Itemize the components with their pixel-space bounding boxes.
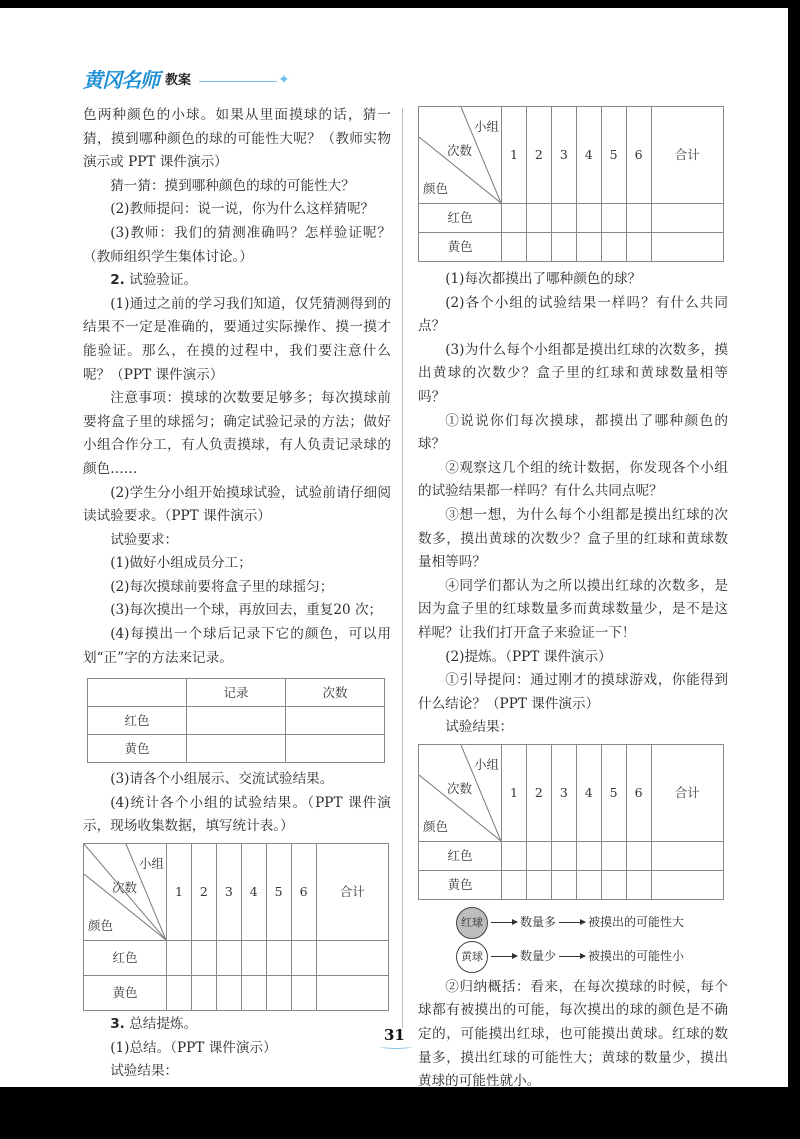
table-row bbox=[419, 233, 724, 262]
header-subtitle: 教案 bbox=[165, 73, 192, 88]
flow-quantity: 数量少 bbox=[520, 949, 557, 964]
column-header: 4 bbox=[576, 744, 601, 841]
column-header: 合计 bbox=[651, 107, 723, 204]
arrow-right-icon bbox=[559, 956, 585, 957]
page-number: 31 bbox=[384, 1026, 405, 1044]
paragraph: 猜一猜：摸到哪种颜色的球的可能性大？ bbox=[110, 177, 355, 194]
column-header: 合计 bbox=[316, 844, 388, 941]
diag-label-color: 颜色 bbox=[423, 818, 449, 834]
table-header: 记录 bbox=[187, 679, 286, 707]
arrow-right-icon bbox=[491, 956, 517, 957]
sub-question: ②观察这几个组的统计数据，你发现各个小组的试验结果都一样吗？有什么共同点呢？ bbox=[418, 459, 728, 500]
column-header: 4 bbox=[576, 107, 601, 204]
diag-label-group: 小组 bbox=[473, 756, 499, 772]
row-label: 红色 bbox=[84, 941, 167, 976]
diag-label-count: 次数 bbox=[447, 780, 473, 796]
table-cell bbox=[286, 707, 385, 735]
right-column bbox=[418, 104, 728, 1094]
row-label: 黄色 bbox=[88, 735, 187, 763]
column-header: 3 bbox=[216, 844, 241, 941]
section-heading-2 bbox=[83, 269, 391, 293]
diag-label-group: 小组 bbox=[138, 856, 164, 872]
page-number-ornament bbox=[380, 1044, 412, 1049]
column-header: 1 bbox=[502, 744, 527, 841]
sub-question: ③想一想，为什么每个小组都是摸出红球的次数多，摸出黄球的次数少？盒子里的红球和黄球数量相等吗？ bbox=[418, 506, 728, 571]
flow-row-red bbox=[456, 906, 728, 940]
paragraph: 注意事项：摸球的次数要足够多；每次摸球前要将盒子里的球摇匀；确定试验记录的方法；做好小组合作分工，有人负责摸球，有人负责记录球的颜色…… bbox=[83, 390, 391, 477]
paragraph: ①引导提问：通过刚才的摸球游戏，你能得到什么结论？（PPT 课件演示） bbox=[418, 672, 728, 712]
paragraph: (2)学生分小组开始摸球试验，试验前请仔细阅读试验要求。（PPT 课件演示） bbox=[83, 484, 391, 525]
paragraph: 试验结果： bbox=[110, 1063, 179, 1080]
table-row bbox=[84, 941, 389, 976]
table-cell bbox=[187, 735, 286, 763]
requirement-item: (3)每次摸出一个球，再放回去，重复20 次； bbox=[110, 602, 383, 619]
table-row bbox=[88, 735, 385, 763]
diagonal-header-cell bbox=[419, 107, 502, 204]
paragraph: 试验结果： bbox=[445, 719, 514, 736]
diagonal-header-cell bbox=[84, 844, 167, 941]
row-label: 红色 bbox=[419, 204, 502, 233]
section-number: 3. bbox=[110, 1016, 125, 1033]
conclusion-diagram bbox=[456, 906, 728, 974]
table-cell bbox=[286, 735, 385, 763]
table-row bbox=[419, 204, 724, 233]
question: (3)为什么每个小组都是摸出红球的次数多，摸出黄球的次数少？盒子里的红球和黄球数量相等吗？ bbox=[418, 341, 728, 405]
sub-question: ④同学们都认为之所以摸出红球的次数多，是因为盒子里的红球数量多而黄球数量少，是不是这样呢？让我们打开盒子来验证一下！ bbox=[418, 577, 728, 641]
column-header: 2 bbox=[526, 107, 551, 204]
row-label: 黄色 bbox=[419, 870, 502, 899]
table-row bbox=[419, 870, 724, 899]
yellow-ball-icon: 黄球 bbox=[456, 941, 488, 973]
requirement-item: (1)做好小组成员分工； bbox=[110, 555, 252, 572]
column-header: 6 bbox=[291, 844, 316, 941]
flow-quantity: 数量多 bbox=[520, 915, 557, 930]
column-header: 4 bbox=[241, 844, 266, 941]
arrow-right-icon bbox=[559, 922, 585, 923]
table-row bbox=[88, 707, 385, 735]
section-title: 总结提炼。 bbox=[124, 1016, 198, 1033]
diagonal-header-cell bbox=[419, 744, 502, 841]
column-header: 5 bbox=[266, 844, 291, 941]
column-header: 5 bbox=[601, 744, 626, 841]
flow-result: 被摸出的可能性大 bbox=[588, 915, 685, 930]
column-header: 5 bbox=[601, 107, 626, 204]
paragraph: (4)统计各个小组的试验结果。（PPT 课件演示，现场收集数据，填写统计表。） bbox=[83, 794, 391, 835]
column-header: 6 bbox=[626, 107, 651, 204]
table-row bbox=[84, 976, 389, 1011]
diag-label-count: 次数 bbox=[112, 880, 138, 896]
column-header: 2 bbox=[191, 844, 216, 941]
diag-label-group: 小组 bbox=[473, 119, 499, 134]
statistics-table bbox=[418, 744, 724, 900]
paragraph: (2)教师提问：说一说，你为什么这样猜呢？ bbox=[110, 201, 375, 218]
brand-logo: 黄冈名师 bbox=[83, 68, 159, 92]
table-header: 次数 bbox=[286, 679, 385, 707]
red-ball-icon: 红球 bbox=[456, 907, 488, 939]
sparkle-icon: ✦ bbox=[278, 71, 290, 88]
paragraph: (1)总结。（PPT 课件演示） bbox=[110, 1039, 277, 1056]
statistics-table bbox=[418, 106, 724, 262]
column-divider bbox=[402, 108, 403, 1028]
column-header: 3 bbox=[551, 107, 576, 204]
left-column bbox=[83, 104, 391, 1084]
paragraph: (3)请各个小组展示、交流试验结果。 bbox=[110, 771, 334, 788]
table-cell bbox=[187, 707, 286, 735]
section-number: 2. bbox=[110, 272, 125, 289]
arrow-right-icon bbox=[491, 922, 517, 923]
page-header bbox=[83, 64, 290, 93]
table-header bbox=[88, 679, 187, 707]
column-header: 2 bbox=[526, 744, 551, 841]
row-label: 黄色 bbox=[419, 233, 502, 262]
header-rule bbox=[199, 81, 277, 82]
table-row bbox=[419, 841, 724, 870]
conclusion-paragraph: ②归纳概括：看来，在每次摸球的时候，每个球都有被摸出的可能，每次摸出的球的颜色是不确定的，可能摸出红球，也可能摸出黄球。红球的数量多，摸出红球的可能性大；黄球的数量少，摸出黄球的可能性就小。 bbox=[418, 978, 728, 1090]
diag-label-count: 次数 bbox=[447, 143, 473, 158]
column-header: 6 bbox=[626, 744, 651, 841]
flow-row-yellow bbox=[456, 940, 728, 974]
column-header: 合计 bbox=[651, 744, 723, 841]
paragraph: (1)通过之前的学习我们知道，仅凭猜测得到的结果不一定是准确的，要通过实际操作、摸一摸才能验证。那么，在摸的过程中，我们要注意什么呢？（PPT 课件演示） bbox=[83, 295, 391, 383]
sub-question: ①说说你们每次摸球，都摸出了哪种颜色的球？ bbox=[418, 412, 728, 453]
column-header: 1 bbox=[502, 107, 527, 204]
paragraph: (2)提炼。（PPT 课件演示） bbox=[445, 648, 612, 665]
statistics-table bbox=[83, 843, 389, 1011]
section-heading-3 bbox=[83, 1013, 391, 1037]
paragraph: 色两种颜色的小球。如果从里面摸球的话，猜一猜，摸到哪种颜色的球的可能性大呢？（教师实物演示或 PPT 课件演示） bbox=[83, 107, 391, 171]
requirement-item: (2)每次摸球前要将盒子里的球摇匀； bbox=[110, 578, 334, 595]
requirement-item: (4)每摸出一个球后记录下它的颜色，可以用划“正”字的方法来记录。 bbox=[83, 626, 391, 666]
question: (1)每次都摸出了哪种颜色的球？ bbox=[445, 271, 642, 287]
paragraph: (3)教师：我们的猜测准确吗？怎样验证呢？（教师组织学生集体讨论。） bbox=[83, 224, 391, 265]
diag-label-color: 颜色 bbox=[423, 181, 449, 196]
flow-result: 被摸出的可能性小 bbox=[588, 949, 685, 964]
column-header: 3 bbox=[551, 744, 576, 841]
diag-label-color: 颜色 bbox=[88, 918, 114, 934]
row-label: 红色 bbox=[88, 707, 187, 735]
row-label: 红色 bbox=[419, 841, 502, 870]
section-title: 试验验证。 bbox=[124, 272, 198, 289]
paragraph: 试验要求： bbox=[110, 531, 179, 548]
question: (2)各个小组的试验结果一样吗？有什么共同点？ bbox=[418, 294, 728, 335]
column-header: 1 bbox=[167, 844, 192, 941]
record-table bbox=[87, 678, 385, 763]
row-label: 黄色 bbox=[84, 976, 167, 1011]
